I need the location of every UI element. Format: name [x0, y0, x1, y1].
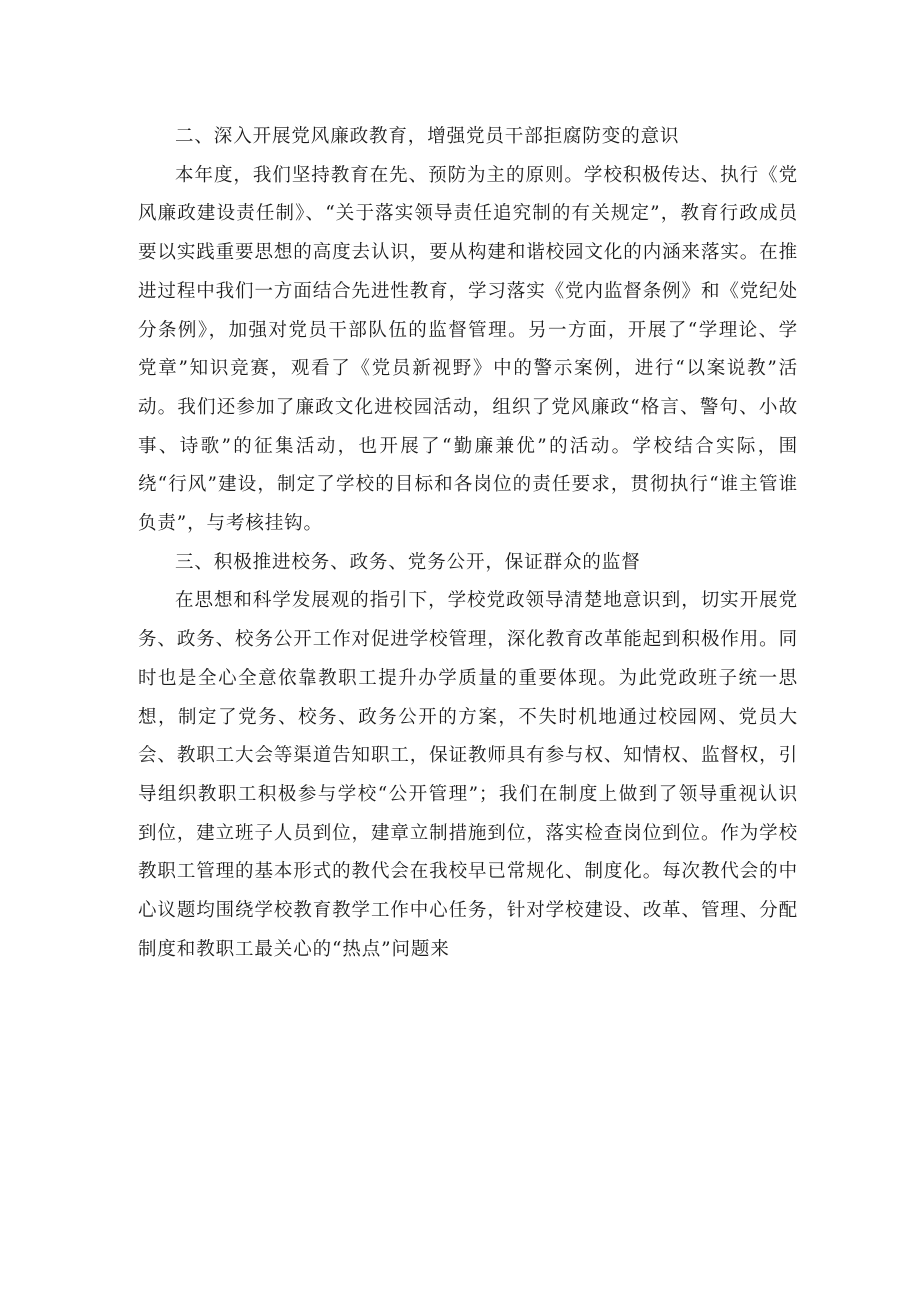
section-paragraph-3: 在思想和科学发展观的指引下，学校党政领导清楚地意识到，切实开展党务、政务、校务公开工作对促进学校管理，深化教育改革能起到积极作用。同时也是全心全意依靠教职工提升办学质量的重要体现。为此党政班子统一思想，制定了党务、校务、政务公开的方案，不失时机地通过校园网、党员大会、教职工大会等渠道告知职工，保证教师具有参与权、知情权、监督权，引导组织教职工积极参与学校“公开管理”；我们在制度上做到了领导重视认识到位，建立班子人员到位，建章立制措施到位，落实检查岗位到位。作为学校教职工管理的基本形式的教代会在我校早已常规化、制度化。每次教代会的中心议题均围绕学校教育教学工作中心任务，针对学校建设、改革、管理、分配制度和教职工最关心的“热点”问题来 — [138, 590, 798, 960]
document-body — [138, 118, 798, 969]
section-heading-2: 二、深入开展党风廉政教育，增强党员干部拒腐防变的意识 — [175, 126, 680, 147]
section-paragraph-2: 本年度，我们坚持教育在先、预防为主的原则。学校积极传达、执行《党风廉政建设责任制》、“关于落实领导责任追究制的有关规定”，教育行政成员要以实践重要思想的高度去认识，要从构建和谐校园文化的内涵来落实。在推进过程中我们一方面结合先进性教育，学习落实《党内监督条例》和《党纪处分条例》，加强对党员干部队伍的监督管理。另一方面，开展了“学理论、学党章”知识竞赛，观看了《党员新视野》中的警示案例，进行“以案说教”活动。我们还参加了廉政文化进校园活动，组织了党风廉政“格言、警句、小故事、诗歌”的征集活动，也开展了“勤廉兼优”的活动。学校结合实际，围绕“行风”建设，制定了学校的目标和各岗位的责任要求，贯彻执行“谁主管谁负责”，与考核挂钩。 — [138, 164, 798, 535]
section-heading-3: 三、积极推进校务、政务、党务公开，保证群众的监督 — [175, 551, 641, 573]
